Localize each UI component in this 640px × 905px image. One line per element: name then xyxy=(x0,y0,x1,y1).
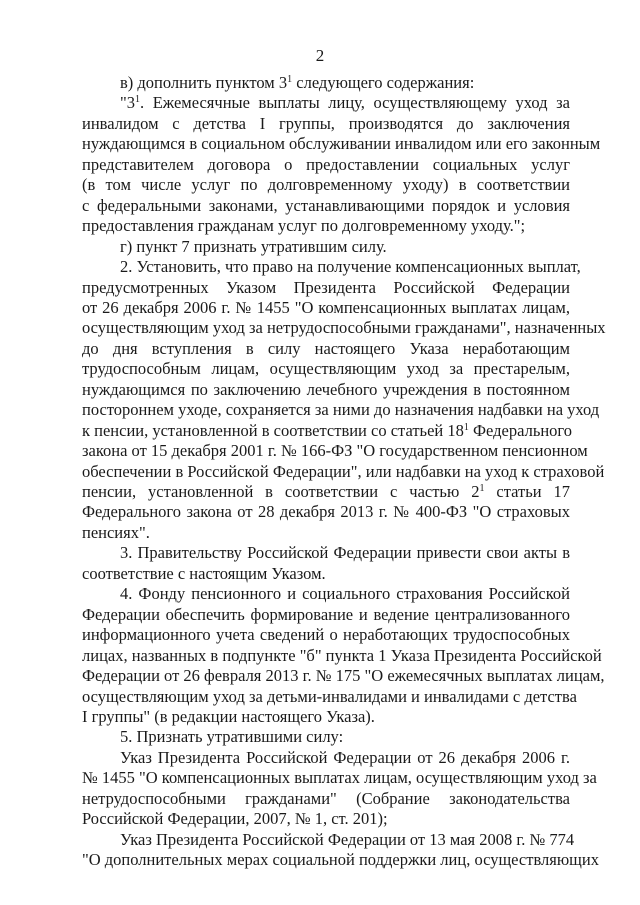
text-line: "$3^1$. Ежемесячные выплаты лицу, осуществляющему уход за xyxy=(120,93,570,113)
text-line: (в том числе услуг по долговременному уходу) в соответствии xyxy=(82,175,570,195)
text-line: от 26 декабря 2006 г. № 1455 "О компенсационных выплатах лицам, xyxy=(82,297,570,317)
text-line: осуществляющим уход за нетрудоспособными гражданами", назначенных xyxy=(82,318,606,338)
text-line: 2. Установить, что право на получение компенсационных выплат, xyxy=(120,257,581,277)
text-line: закона от 15 декабря 2001 г. № 166-ФЗ "О государственном пенсионном xyxy=(82,441,588,461)
text-line: соответствие с настоящим Указом. xyxy=(82,563,326,583)
text-line: к пенсии, установленной в соответствии со статьей $18^1$ Федерального xyxy=(82,420,573,440)
text-line: Федерации обеспечить формирование и ведение централизованного xyxy=(82,604,570,624)
text-line: постороннем уходе, сохраняется за ними до назначения надбавки на уход xyxy=(82,400,600,420)
text-line: Указ Президента Российской Федерации от 26 декабря 2006 г. xyxy=(120,747,570,767)
text-line: в) дополнить пунктом $3^1$ следующего содержания: xyxy=(120,73,475,92)
text-line: № 1455 "О компенсационных выплатах лицам, осуществляющим уход за xyxy=(82,768,597,788)
text-line: представителем договора о предоставлении социальных услуг xyxy=(82,154,570,174)
text-line: г) пункт 7 признать утратившим силу. xyxy=(120,236,387,256)
text-line: Федерации от 26 февраля 2013 г. № 175 "О ежемесячных выплатах лицам, xyxy=(82,666,605,686)
text-line: Указ Президента Российской Федерации от 13 мая 2008 г. № 774 xyxy=(120,829,575,849)
text-line: трудоспособным лицам, осуществляющим уход за престарелым, xyxy=(82,359,570,379)
text-line: лицах, названных в подпункте "б" пункта 1 Указа Президента Российской xyxy=(82,645,602,665)
text-line: пенсии, установленной в соответствии с частью $2^1$ статьи 17 xyxy=(82,482,570,501)
page-number: 2 xyxy=(315,46,325,65)
text-line: нуждающимся в социальном обслуживании инвалидом или его законным xyxy=(82,134,601,154)
text-line: предусмотренных Указом Президента Российской Федерации xyxy=(82,277,570,297)
text-line: обеспечении в Российской Федерации", или надбавки на уход к страховой xyxy=(82,461,605,481)
text-line: Федерального закона от 28 декабря 2013 г. № 400-ФЗ "О страховых xyxy=(82,502,570,522)
text-line: пенсиях". xyxy=(82,522,150,542)
text-line: предоставления гражданам услуг по долговременному уходу."; xyxy=(82,216,526,236)
text-line: 3. Правительству Российской Федерации привести свои акты в xyxy=(120,543,570,563)
text-line: до дня вступления в силу настоящего Указа неработающим xyxy=(82,338,570,358)
text-line: нуждающимся по заключению лечебного учреждения в постоянном xyxy=(82,379,570,399)
text-line: "О дополнительных мерах социальной поддержки лиц, осуществляющих xyxy=(82,850,599,870)
text-line: нетрудоспособными гражданами" (Собрание законодательства xyxy=(82,788,570,808)
text-line: осуществляющим уход за детьми-инвалидами и инвалидами с детства xyxy=(82,686,577,706)
text-line: Российской Федерации, 2007, № 1, ст. 201); xyxy=(82,809,388,829)
text-line: I группы" (в редакции настоящего Указа). xyxy=(82,706,375,726)
text-line: инвалидом с детства I группы, производятся до заключения xyxy=(82,113,570,133)
text-line: 4. Фонду пенсионного и социального страхования Российской xyxy=(120,584,570,604)
text-line: 5. Признать утратившими силу: xyxy=(120,727,344,747)
text-line: с федеральными законами, устанавливающими порядок и условия xyxy=(82,195,570,215)
text-line: информационного учета сведений о неработающих трудоспособных xyxy=(82,625,570,645)
